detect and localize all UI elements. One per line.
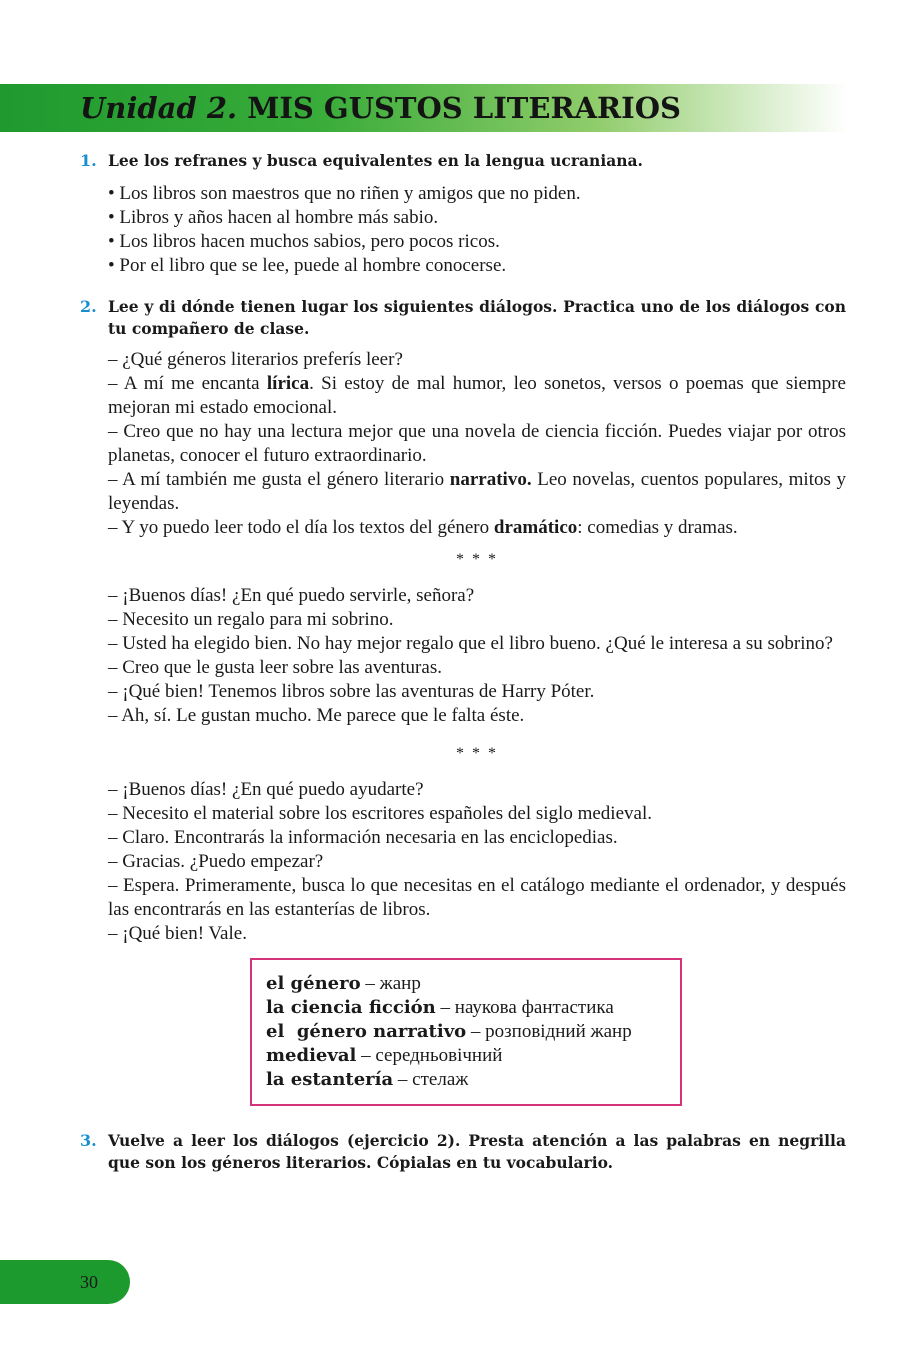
exercise-1-instruction: Lee los refranes y busca equivalentes en la lengua ucraniana. xyxy=(108,151,643,170)
list-item: • Los libros hacen muchos sabios, pero pocos ricos. xyxy=(108,230,846,254)
unit-title xyxy=(80,89,681,127)
proverb-list xyxy=(108,182,846,278)
vocabulary-term: la ciencia ficción xyxy=(266,997,436,1018)
exercise-3-instruction: Vuelve a leer los diálogos (ejercicio 2). Presta atención a las palabras en negrilla que son los géneros literarios. Cópialas en tu vocabulario. xyxy=(108,1131,846,1172)
vocabulary-box xyxy=(250,958,682,1106)
dialog-line: – ¡Qué bien! Vale. xyxy=(108,923,247,944)
vocabulary-translation: – середньовічний xyxy=(356,1045,503,1066)
dialog-1 xyxy=(108,348,846,540)
page-number: 30 xyxy=(80,1272,98,1292)
exercise-2-heading xyxy=(80,296,846,340)
dialog-text: . Si estoy de mal humor, leo sonetos, versos o poemas que siempre mejoran mi estado emocional. xyxy=(108,373,846,418)
dialog-line: – Necesito un regalo para mi sobrino. xyxy=(108,609,394,630)
dialog-line: – Creo que no hay una lectura mejor que una novela de ciencia ficción. Puedes viajar por otros planetas, conocer el futuro extraordinario. xyxy=(108,421,846,466)
dialog-text: Leo novelas, cuentos populares, mitos y leyendas. xyxy=(108,469,847,514)
dialog-line xyxy=(108,516,846,540)
vocabulary-term: el género xyxy=(266,973,361,994)
separator: * * * xyxy=(456,551,498,568)
vocabulary-term: medieval xyxy=(266,1045,357,1066)
vocabulary-term: la estantería xyxy=(266,1069,394,1090)
dialog-text: – A mí me encanta xyxy=(108,373,267,394)
exercise-2-instruction: Lee y di dónde tienen lugar los siguientes diálogos. Practica uno de los diálogos con tu compañero de clase. xyxy=(108,297,846,338)
vocabulary-entry xyxy=(266,1044,666,1068)
dialog-line: – ¿Qué géneros literarios preferís leer? xyxy=(108,349,403,370)
exercise-1-number: 1. xyxy=(80,151,97,170)
dialog-line: – ¡Buenos días! ¿En qué puedo ayudarte? xyxy=(108,779,424,800)
dialog-3 xyxy=(108,778,846,946)
vocabulary-translation: – жанр xyxy=(360,973,421,994)
dialog-line: – ¡Buenos días! ¿En qué puedo servirle, señora? xyxy=(108,585,475,606)
list-item: • Por el libro que se lee, puede al hombre conocerse. xyxy=(108,254,846,278)
list-item: • Los libros son maestros que no riñen y amigos que no piden. xyxy=(108,182,846,206)
list-item: • Libros y años hacen al hombre más sabio. xyxy=(108,206,846,230)
bold-term: dramático xyxy=(493,517,578,538)
unit-heading: MIS GUSTOS LITERARIOS xyxy=(247,91,681,125)
dialog-line: – Usted ha elegido bien. No hay mejor regalo que el libro bueno. ¿Qué le interesa a su sobrino? xyxy=(108,633,833,654)
vocabulary-entry xyxy=(266,1068,666,1092)
vocabulary-entry xyxy=(266,996,666,1020)
page-content xyxy=(80,150,846,1174)
page-number-tab xyxy=(0,1260,130,1304)
dialog-line: – Claro. Encontrarás la información necesaria en las enciclopedias. xyxy=(108,827,618,848)
exercise-1-heading xyxy=(80,150,846,172)
dialog-line: – Creo que le gusta leer sobre las aventuras. xyxy=(108,657,442,678)
vocabulary-entry xyxy=(266,1020,666,1044)
dialog-line: – ¡Qué bien! Tenemos libros sobre las aventuras de Harry Póter. xyxy=(108,681,595,702)
dialog-2 xyxy=(108,584,846,728)
exercise-3-number: 3. xyxy=(80,1131,97,1150)
vocabulary-term: el género narrativo xyxy=(266,1021,467,1042)
vocabulary-translation: – розповідний жанр xyxy=(466,1021,632,1042)
dialog-line xyxy=(108,468,846,516)
vocabulary-translation: – стелаж xyxy=(393,1069,469,1090)
dialog-line xyxy=(108,372,846,420)
exercise-2-number: 2. xyxy=(80,297,97,316)
exercise-3-heading xyxy=(80,1130,846,1174)
dialog-line: – Ah, sí. Le gustan mucho. Me parece que le falta éste. xyxy=(108,705,525,726)
dialog-line: – Necesito el material sobre los escritores españoles del siglo medieval. xyxy=(108,803,652,824)
dialog-text: : comedias y dramas. xyxy=(577,517,738,538)
dialog-text: – A mí también me gusta el género literario xyxy=(108,469,450,490)
bold-term: narrativo. xyxy=(449,469,532,490)
dialog-line: – Espera. Primeramente, busca lo que necesitas en el catálogo mediante el ordenador, y después las encontrarás en las estanterías de libros. xyxy=(108,875,846,920)
dialog-line: – Gracias. ¿Puedo empezar? xyxy=(108,851,324,872)
dialog-text: – Y yo puedo leer todo el día los textos del género xyxy=(108,517,494,538)
separator: * * * xyxy=(456,745,498,762)
unit-label: Unidad 2. xyxy=(80,91,238,125)
vocabulary-entry xyxy=(266,972,666,996)
bold-term: lírica xyxy=(266,373,310,394)
vocabulary-translation: – наукова фантастика xyxy=(435,997,614,1018)
